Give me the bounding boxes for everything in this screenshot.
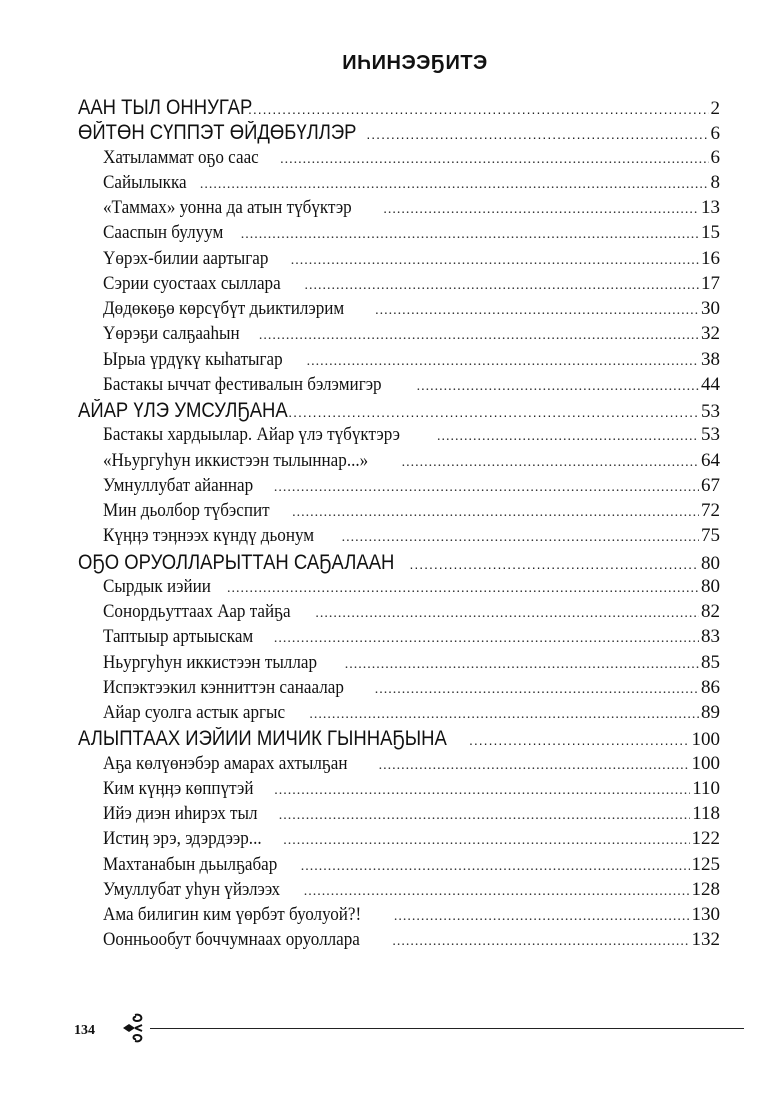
toc-entry-title: Истиӊ эрэ, эдэрдээр... xyxy=(103,828,262,850)
toc-entry-title: Аҕа көлүөнэбэр амарах ахтылҕан xyxy=(103,752,348,774)
footer-rule xyxy=(150,1028,744,1029)
toc-entry-title: Ама билигин ким үөрбэт буолуой?! xyxy=(103,904,362,925)
dot-leader xyxy=(307,354,699,370)
toc-entry-page: 38 xyxy=(701,348,720,370)
toc-entry[interactable] xyxy=(78,753,720,778)
dot-leader xyxy=(274,783,690,799)
toc-entry-page: 64 xyxy=(701,449,720,471)
toc-entry-page: 15 xyxy=(701,222,720,244)
toc-entry-title: ӨЙТӨН СҮППЭТ ӨЙДӨБҮЛЛЭР xyxy=(78,121,357,145)
toc-entry[interactable] xyxy=(78,298,720,323)
toc-entry-title: Сонордьуттаах Аар тайҕа xyxy=(103,601,291,622)
toc-entry-page: 125 xyxy=(691,853,720,875)
toc-entry[interactable] xyxy=(78,929,720,954)
toc-entry-page: 2 xyxy=(710,98,720,119)
toc-entry-page: 72 xyxy=(701,500,720,521)
dot-leader xyxy=(469,732,689,748)
toc-entry-page: 30 xyxy=(701,298,720,319)
toc-entry[interactable] xyxy=(78,525,720,550)
dot-leader xyxy=(304,278,699,294)
toc-entry[interactable] xyxy=(78,803,720,828)
dot-leader xyxy=(309,707,699,723)
dot-leader xyxy=(383,202,699,218)
toc-entry-title: Сааспын булуум xyxy=(103,222,224,244)
toc-entry-page: 17 xyxy=(701,272,720,294)
dot-leader xyxy=(394,909,690,925)
dot-leader xyxy=(279,808,690,824)
toc-entry[interactable] xyxy=(78,172,720,197)
dot-leader xyxy=(304,884,690,900)
toc-entry[interactable] xyxy=(78,828,720,853)
toc-entry[interactable] xyxy=(78,500,720,525)
toc-entry-title: «Ньургуһун иккистээн тылыннар...» xyxy=(103,449,369,471)
toc-entry-page: 8 xyxy=(710,171,720,193)
dot-leader xyxy=(345,657,699,673)
toc-entry-title: Ийэ диэн иһирэх тыл xyxy=(103,803,258,824)
toc-entry[interactable] xyxy=(78,652,720,677)
toc-entry-page: 100 xyxy=(691,729,720,751)
toc-section[interactable] xyxy=(78,96,720,121)
toc-entry-page: 122 xyxy=(691,828,720,850)
toc-entry[interactable] xyxy=(78,879,720,904)
dot-leader xyxy=(274,480,699,496)
toc-entry-title: Ырыа үрдүкү кыһатыгар xyxy=(103,348,283,370)
toc-entry-title: Сырдык иэйии xyxy=(103,575,211,597)
toc-entry-page: 80 xyxy=(701,552,720,574)
toc-entry[interactable] xyxy=(78,349,720,374)
toc-entry-title: Айар суолга астык аргыс xyxy=(103,702,286,723)
dot-leader xyxy=(315,606,699,622)
toc-entry-title: ОҔО ОРУОЛЛАРЫТТАН САҔАЛААН xyxy=(78,550,395,574)
toc-entry[interactable] xyxy=(78,601,720,626)
toc-entry-title: «Таммах» уонна да атын түбүктэр xyxy=(103,197,352,218)
toc-entry-page: 100 xyxy=(691,752,720,774)
toc-entry-page: 6 xyxy=(710,146,720,168)
toc-entry-title: Сэрии суостаах сыллара xyxy=(103,272,281,294)
dot-leader xyxy=(227,581,699,597)
toc-entry-page: 86 xyxy=(701,676,720,698)
page-title: ИҺИНЭЭҔИТЭ xyxy=(342,52,488,74)
toc-entry-page: 32 xyxy=(701,323,720,345)
toc-entry-title: Үөрэҕи салҕааһын xyxy=(103,323,240,345)
toc-entry-page: 13 xyxy=(701,197,720,218)
toc-entry-page: 67 xyxy=(701,474,720,496)
dot-leader xyxy=(283,833,689,849)
toc-entry-page: 44 xyxy=(701,373,720,395)
toc-entry[interactable] xyxy=(78,197,720,222)
toc-entry[interactable] xyxy=(78,576,720,601)
toc-entry-title: Дөдөкөҕө көрсүбүт дьиктилэрим xyxy=(103,298,345,319)
table-of-contents xyxy=(78,96,720,955)
dot-leader xyxy=(375,682,699,698)
dot-leader xyxy=(274,631,699,647)
toc-entry-page: 132 xyxy=(691,929,720,951)
toc-entry-title: Оонньообут боччумнаах оруоллара xyxy=(103,929,360,951)
dot-leader xyxy=(402,455,699,471)
toc-entry[interactable] xyxy=(78,626,720,651)
dot-leader xyxy=(392,934,689,950)
dot-leader xyxy=(259,328,699,344)
toc-entry-page: 53 xyxy=(701,401,720,422)
toc-entry[interactable] xyxy=(78,854,720,879)
dot-leader xyxy=(288,404,699,420)
page-footer xyxy=(74,1015,744,1045)
ornament-icon xyxy=(120,1011,150,1045)
toc-entry-title: Умнуллубат айаннар xyxy=(103,474,254,496)
toc-entry[interactable] xyxy=(78,677,720,702)
dot-leader xyxy=(409,556,699,572)
toc-entry-title: АЛЫПТААХ ИЭЙИИ МИЧИК ГЫННАҔЫНА xyxy=(78,727,447,751)
toc-entry-title: Үөрэх-билии аартыгар xyxy=(103,247,269,269)
dot-leader xyxy=(291,253,699,269)
dot-leader xyxy=(292,505,699,521)
dot-leader xyxy=(248,101,709,117)
toc-entry-page: 128 xyxy=(691,878,720,900)
toc-entry[interactable] xyxy=(78,424,720,449)
toc-entry-page: 110 xyxy=(692,777,720,799)
toc-entry-title: ААН ТЫЛ ОННУГАР xyxy=(78,96,253,119)
toc-entry-page: 53 xyxy=(701,424,720,446)
toc-entry-page: 80 xyxy=(701,575,720,597)
toc-entry[interactable] xyxy=(78,475,720,500)
toc-entry-title: Сайылыкка xyxy=(103,171,187,193)
dot-leader xyxy=(366,126,708,142)
toc-entry-page: 82 xyxy=(701,601,720,622)
toc-section[interactable] xyxy=(78,399,720,424)
toc-entry[interactable] xyxy=(78,374,720,399)
toc-entry-page: 83 xyxy=(701,626,720,648)
toc-entry[interactable] xyxy=(78,248,720,273)
toc-entry-title: АЙАР ҮЛЭ УМСУЛҔАНА xyxy=(78,399,288,422)
dot-leader xyxy=(280,152,708,168)
dot-leader xyxy=(417,379,699,395)
toc-entry-title: Ньургуһун иккистээн тыллар xyxy=(103,651,318,673)
toc-entry-title: Ким күӊӊэ көппүтэй xyxy=(103,777,254,799)
toc-entry[interactable] xyxy=(78,904,720,929)
dot-leader xyxy=(379,758,690,774)
toc-entry-title: Бастакы ыччат фестивалын бэлэмигэр xyxy=(103,373,382,395)
toc-entry-title: Испэктээкил кэнниттэн санаалар xyxy=(103,676,344,698)
toc-entry[interactable] xyxy=(78,778,720,803)
toc-entry-title: Күӊӊэ тэӊнээх күндү дьонум xyxy=(103,525,315,547)
dot-leader xyxy=(241,227,699,243)
toc-entry-title: Таптыыр артыыскам xyxy=(103,626,254,648)
toc-entry-title: Бастакы хардыылар. Айар үлэ түбүктэрэ xyxy=(103,424,401,446)
toc-section[interactable] xyxy=(78,727,720,752)
dot-leader xyxy=(200,177,709,193)
toc-entry-title: Мин дьолбор түбэспит xyxy=(103,500,270,521)
page-number: 134 xyxy=(74,1023,95,1038)
toc-entry-page: 6 xyxy=(710,123,720,145)
dot-leader xyxy=(375,303,699,319)
toc-entry-title: Махтанабын дьылҕабар xyxy=(103,853,278,875)
toc-entry[interactable] xyxy=(78,222,720,247)
toc-entry-page: 130 xyxy=(691,904,720,925)
toc-entry-page: 75 xyxy=(701,525,720,547)
toc-section[interactable] xyxy=(78,551,720,576)
toc-section[interactable] xyxy=(78,121,720,146)
toc-entry[interactable] xyxy=(78,323,720,348)
toc-entry-page: 85 xyxy=(701,651,720,673)
toc-entry[interactable] xyxy=(78,702,720,727)
toc-entry[interactable] xyxy=(78,450,720,475)
toc-entry[interactable] xyxy=(78,147,720,172)
dot-leader xyxy=(437,429,699,445)
toc-entry[interactable] xyxy=(78,273,720,298)
dot-leader xyxy=(301,859,690,875)
toc-entry-page: 16 xyxy=(701,247,720,269)
toc-entry-page: 89 xyxy=(701,702,720,723)
dot-leader xyxy=(342,530,699,546)
toc-entry-page: 118 xyxy=(692,803,720,824)
toc-entry-title: Хатыламмат оҕо саас xyxy=(103,146,259,168)
toc-entry-title: Умуллубат уһун үйэлээх xyxy=(103,878,281,900)
